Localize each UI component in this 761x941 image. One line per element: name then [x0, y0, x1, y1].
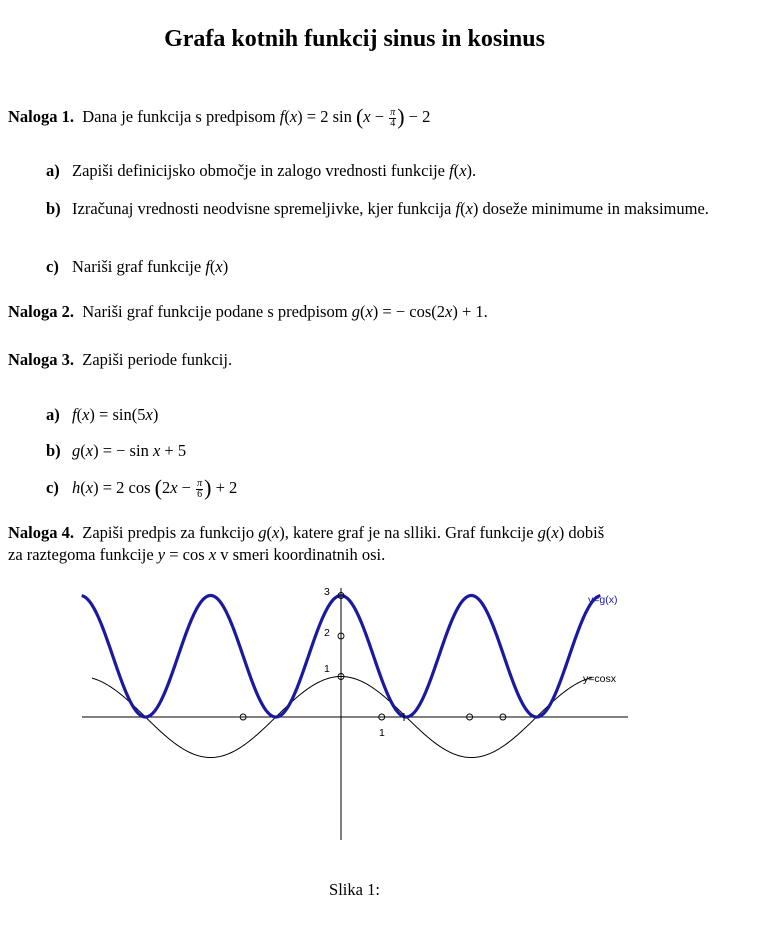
y-tick-label-3: 3	[324, 586, 330, 598]
label-cos: y=cosx	[583, 673, 616, 685]
task-1-b: b) Izračunaj vrednosti neodvisne spremeljivke, kjer funkcija f(x) doseže minimume in maksimume.	[46, 199, 709, 218]
task-3: Naloga 3. Zapiši periode funkcij.	[8, 350, 233, 369]
y-tick-label-2: 2	[324, 627, 330, 639]
task-3-b: b) g(x) = − sin x + 5	[46, 441, 187, 460]
task-2: Naloga 2. Nariši graf funkcije podane s predpisom g(x) = − cos(2x) + 1.	[8, 302, 488, 321]
x-tick-label-1: 1	[379, 727, 385, 739]
task-3-a: a) f(x) = sin(5x)	[46, 405, 159, 424]
label-g: y=g(x)	[588, 594, 618, 606]
function-graph	[0, 580, 761, 850]
task-1: Naloga 1. Dana je funkcija s predpisom f(x) = 2 sin (x − $\frac{\pi}{4}$ ) − 2	[8, 104, 431, 129]
task-4: Naloga 4. Zapiši predpis za funkcijo g(x), katere graf je na slliki. Graf funkcije g(x) dobiš za raztegoma funkcije y = cos x v smeri koordinatnih osi.	[8, 523, 605, 564]
task-1-c: c) Nariši graf funkcije f(x)	[46, 257, 229, 276]
task-1-label: Naloga 1.	[8, 107, 74, 126]
figure-caption: Slika 1:	[329, 880, 380, 899]
y-tick-label-1: 1	[324, 663, 330, 675]
task-1-text: Dana je funkcija s predpisom	[82, 107, 276, 126]
task-3-c: c) h(x) = 2 cos (2x − $\frac{\pi}{6}$ ) + 2	[46, 475, 238, 500]
task-1-a: a) Zapiši definicijsko območje in zalogo vrednosti funkcije f(x).	[46, 161, 477, 180]
page-title: Grafa kotnih funkcij sinus in kosinus	[164, 26, 545, 52]
